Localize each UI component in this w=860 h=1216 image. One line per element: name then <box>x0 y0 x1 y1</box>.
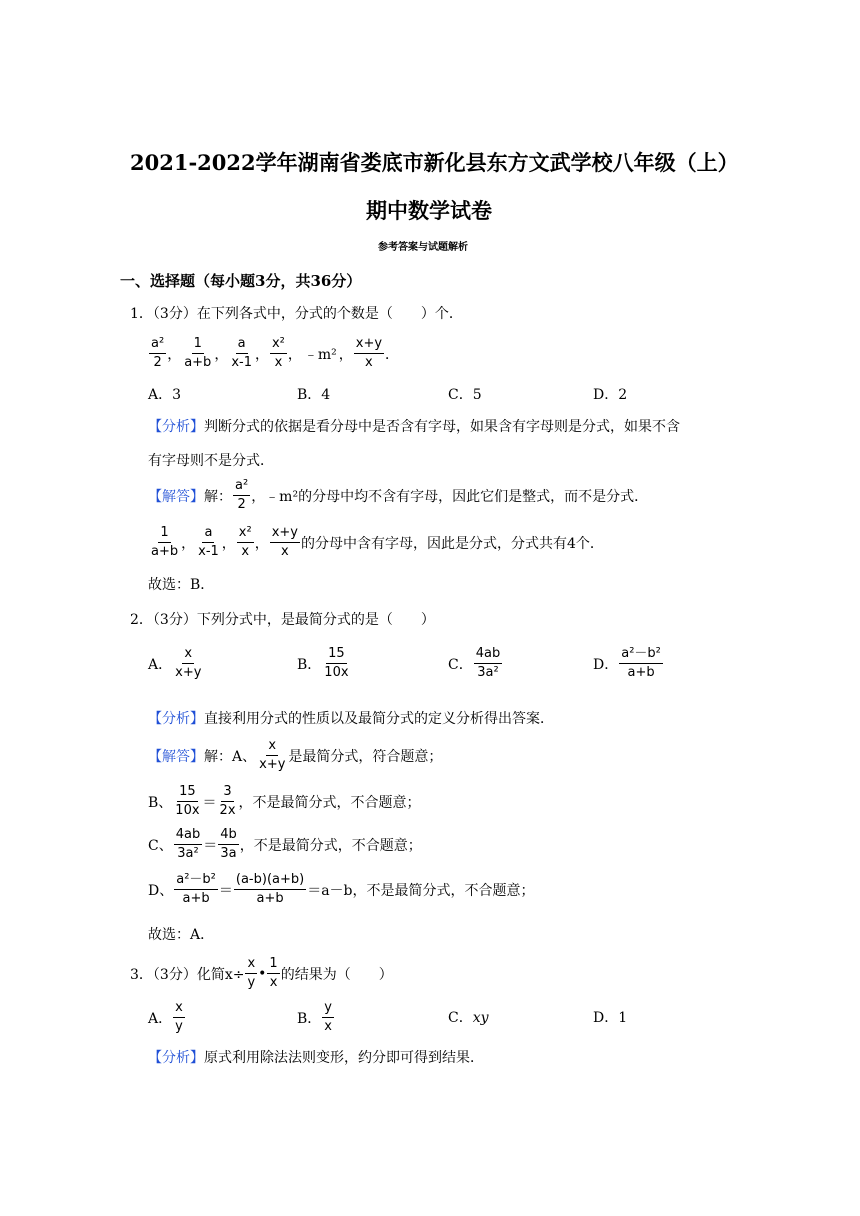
fraction: $\frac{x}{y}$ <box>175 1000 183 1034</box>
fraction: $\frac{\text{a²}}{2}$ <box>235 478 249 512</box>
fraction: $\frac{\text{a²－b²}}{a+b}$ <box>176 872 216 906</box>
q3-option-b: B． $\frac{y}{x}$ <box>297 1000 332 1034</box>
fraction: $\frac{\text{x²}}{x}$ <box>271 336 285 370</box>
fraction: $\frac{x}{x+y}$ <box>175 646 202 680</box>
fraction: $\frac{4ab}{\text{3a²}}$ <box>475 646 501 680</box>
fraction: $\frac{a}{x-1}$ <box>198 525 219 559</box>
q2-solution-b: B、 $\frac{15}{10x}$ ＝ $\frac{3}{2x}$ ，不是最简分式，不合题意； <box>148 784 421 818</box>
fraction: $\frac{\text{a²}}{2}$ <box>151 336 165 370</box>
q1-analysis: 【分析】判断分式的依据是看分母中是否含有字母，如果含有字母则是分式，如果不含 <box>148 419 680 435</box>
q2-stem: 2．（3分）下列分式中，是最简分式的是（ ） <box>130 612 435 628</box>
q1-solution-line2: $\frac{1}{a+b}$ ， $\frac{a}{x-1}$ ， $\frac{\text{x²}}{x}$ ， $\frac{x+y}{x}$ 的分母中含有字母，因此是分式，分式共有4个． <box>151 525 604 559</box>
q1-option-a: A．3 <box>148 387 182 403</box>
q3-option-d: D．1 <box>593 1010 628 1026</box>
q2-option-c: C． $\frac{4ab}{\text{3a²}}$ <box>448 646 501 680</box>
q1-analysis-cont: 有字母则不是分式． <box>148 453 274 469</box>
fraction: $\frac{x+y}{x}$ <box>271 525 298 559</box>
q1-choose: 故选：B． <box>148 577 215 593</box>
fraction: $\frac{\text{x²}}{x}$ <box>238 525 252 559</box>
section-heading: 一、选择题（每小题3分，共36分） <box>120 272 362 290</box>
page-title-line1: 2021-2022学年湖南省娄底市新化县东方文武学校八年级（上） <box>130 150 739 175</box>
fraction: $\frac{a}{x-1}$ <box>231 336 252 370</box>
q3-option-a: A． $\frac{x}{y}$ <box>148 1000 183 1034</box>
fraction: $\frac{15}{10x}$ <box>175 784 200 818</box>
q2-analysis: 【分析】直接利用分式的性质以及最简分式的定义分析得出答案． <box>148 711 554 727</box>
fraction: $\frac{(a-b)(a+b)}{a+b}$ <box>235 872 305 906</box>
fraction: $\frac{4ab}{\text{3a²}}$ <box>175 827 201 861</box>
q2-option-b: B． $\frac{15}{10x}$ <box>297 646 349 680</box>
fraction: $\frac{x+y}{x}$ <box>355 336 383 370</box>
q1-expressions: $\frac{\text{a²}}{2}$ ， $\frac{1}{a+b}$ ， $\frac{a}{x-1}$ ， $\frac{\text{x²}}{x}$ ， ﹣m² ， $\frac{x+y}{x}$ ． <box>151 336 400 370</box>
fraction: $\frac{1}{a+b}$ <box>151 525 179 559</box>
q1-option-b: B．4 <box>297 387 331 403</box>
fraction: $\frac{15}{10x}$ <box>324 646 349 680</box>
fraction: $\frac{y}{x}$ <box>324 1000 332 1034</box>
q2-option-d: D． $\frac{\text{a²－b²}}{a+b}$ <box>593 646 661 680</box>
q1-option-d: D．2 <box>593 387 628 403</box>
fraction: $\frac{1}{a+b}$ <box>184 336 212 370</box>
q2-choose: 故选：A． <box>148 927 215 943</box>
q2-option-a: A． $\frac{x}{x+y}$ <box>148 646 202 680</box>
q3-option-c: C．xy <box>448 1010 489 1026</box>
q2-solution-d: D、 $\frac{\text{a²－b²}}{a+b}$ ＝ $\frac{(a-b)(a+b)}{a+b}$ ＝a－b，不是最简分式，不合题意； <box>148 872 535 906</box>
q1-option-c: C．5 <box>448 387 482 403</box>
subtitle: 参考答案与试题解析 <box>378 242 468 253</box>
q3-stem: 3．（3分）化简x÷ $\frac{x}{y}$ • $\frac{1}{x}$ 的结果为（ ） <box>130 956 393 990</box>
fraction: $\frac{x}{y}$ <box>247 956 256 990</box>
fraction: $\frac{3}{2x}$ <box>219 784 236 818</box>
q2-solution-c: C、 $\frac{4ab}{\text{3a²}}$ ＝ $\frac{4b}{3a}$ ，不是最简分式，不合题意； <box>148 827 422 861</box>
fraction: $\frac{\text{a²－b²}}{a+b}$ <box>621 646 661 680</box>
page-title-line2: 期中数学试卷 <box>366 198 492 223</box>
fraction: $\frac{4b}{3a}$ <box>220 827 237 861</box>
fraction: $\frac{1}{x}$ <box>269 956 278 990</box>
q1-solution-line1: 【解答】 解： $\frac{\text{a²}}{2}$ ，﹣m²的分母中均不含有字母，因此它们是整式，而不是分式． <box>148 478 649 512</box>
q3-analysis: 【分析】原式利用除法法则变形，约分即可得到结果． <box>148 1050 484 1066</box>
q1-stem: 1．（3分）在下列各式中，分式的个数是（ ）个． <box>130 306 463 322</box>
fraction: $\frac{x}{x+y}$ <box>259 738 286 772</box>
q2-solution-a: 【解答】 解：A、 $\frac{x}{x+y}$ 是最简分式，符合题意； <box>148 738 443 772</box>
